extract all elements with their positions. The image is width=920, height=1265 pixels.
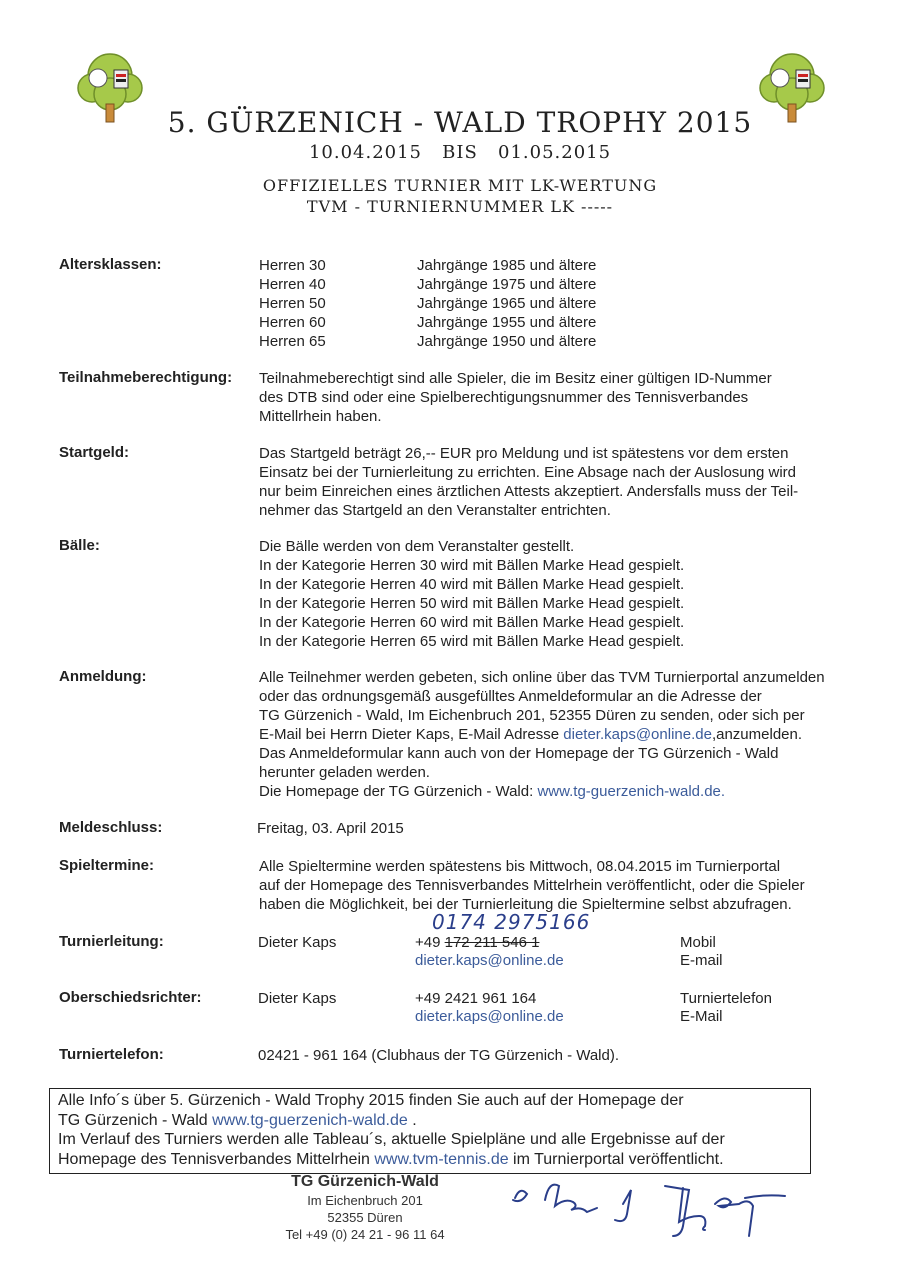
- text-line: Das Startgeld beträgt 26,-- EUR pro Meldung und ist spätestens vor dem ersten: [259, 445, 789, 462]
- document-title: 5. GÜRZENICH - WALD TROPHY 2015: [167, 106, 753, 139]
- text-line: Alle Spieltermine werden spätestens bis Mittwoch, 08.04.2015 im Turnierportal: [259, 858, 781, 875]
- info-box: [49, 1088, 811, 1174]
- footer-city: 52355 Düren: [327, 1210, 403, 1225]
- text-fragment: .: [407, 1111, 417, 1129]
- oberschiedsrichter-name: Dieter Kaps: [258, 990, 337, 1007]
- contact-type-email: E-Mail: [680, 1008, 723, 1025]
- turnierleitung-phone: [415, 933, 539, 952]
- text-line: In der Kategorie Herren 30 wird mit Bällen Marke Head gespielt.: [259, 557, 685, 574]
- turniertelefon-value: 02421 - 961 164 (Clubhaus der TG Gürzenich - Wald).: [258, 1047, 620, 1064]
- text-line: Alle Teilnehmer werden gebeten, sich online über das TVM Turnierportal anzumelden: [259, 669, 825, 686]
- oberschiedsrichter-phone: +49 2421 961 164: [415, 990, 537, 1007]
- text-line: Teilnahmeberechtigt sind alle Spieler, die im Besitz einer gültigen ID-Nummer: [259, 370, 772, 387]
- text-line: des DTB sind oder eine Spielberechtigungsnummer des Tennisverbandes: [259, 389, 749, 406]
- subtitle-number: TVM - TURNIERNUMMER LK -----: [306, 197, 614, 216]
- age-years: Jahrgänge 1975 und ältere: [417, 276, 597, 293]
- text-line: [259, 725, 825, 744]
- age-class: Herren 60: [259, 314, 326, 331]
- contact-type-mobil: Mobil: [680, 934, 716, 951]
- age-class: Herren 30: [259, 257, 326, 274]
- age-years: Jahrgänge 1965 und ältere: [417, 295, 597, 312]
- baelle-text: [259, 537, 684, 651]
- label-oberschiedsrichter: Oberschiedsrichter:: [59, 989, 202, 1006]
- label-spieltermine: Spieltermine:: [59, 857, 155, 874]
- text-line: Die Bälle werden von dem Veranstalter gestellt.: [259, 538, 575, 555]
- label-teilnahme: Teilnahmeberechtigung:: [59, 369, 233, 386]
- footer-street: Im Eichenbruch 201: [307, 1193, 423, 1208]
- turnierleitung-email[interactable]: dieter.kaps@online.de: [415, 952, 564, 969]
- text-line: Einsatz bei der Turnierleitung zu errichten. Eine Absage nach der Auslosung wird: [259, 464, 796, 481]
- label-anmeldung: Anmeldung:: [59, 668, 147, 685]
- label-turniertelefon: Turniertelefon:: [59, 1046, 164, 1063]
- startgeld-text: [259, 444, 798, 520]
- struck-phone: 172 211 546 1: [444, 934, 540, 951]
- text-line: oder das ordnungsgemäß ausgefülltes Anmeldeformular an die Adresse der: [259, 688, 762, 705]
- age-years: Jahrgänge 1985 und ältere: [417, 257, 597, 274]
- text-line: In der Kategorie Herren 65 wird mit Bällen Marke Head gespielt.: [259, 633, 685, 650]
- footer-org: TG Gürzenich-Wald: [291, 1173, 439, 1190]
- anmeldung-text: [259, 668, 825, 801]
- homepage-link[interactable]: www.tg-guerzenich-wald.de.: [537, 783, 726, 800]
- text-line: In der Kategorie Herren 50 wird mit Bällen Marke Head gespielt.: [259, 595, 685, 612]
- spieltermine-text: [259, 857, 805, 914]
- age-years-list: [417, 256, 596, 351]
- age-class: Herren 40: [259, 276, 326, 293]
- text-line: In der Kategorie Herren 40 wird mit Bällen Marke Head gespielt.: [259, 576, 685, 593]
- contact-type-email: E-mail: [680, 952, 723, 969]
- text-line: haben die Möglichkeit, bei der Turnierleitung die Spieltermine selbst abzufragen.: [259, 896, 792, 913]
- phone-prefix: +49: [415, 934, 445, 951]
- label-meldeschluss: Meldeschluss:: [59, 819, 163, 836]
- label-altersklassen: Altersklassen:: [59, 256, 162, 273]
- text-line: [58, 1111, 810, 1131]
- text-line: [259, 782, 825, 801]
- text-line: Mittellrhein haben.: [259, 408, 382, 425]
- text-fragment: im Turnierportal veröffentlicht.: [508, 1150, 724, 1168]
- text-line: Im Verlauf des Turniers werden alle Tableau´s, aktuelle Spielpläne und alle Ergebnisse auf der: [58, 1131, 725, 1148]
- homepage-link[interactable]: www.tg-guerzenich-wald.de: [212, 1111, 408, 1129]
- handwritten-phone: 0174 2975166: [432, 910, 591, 934]
- text-line: herunter geladen werden.: [259, 764, 430, 781]
- text-line: nur beim Einreichen eines ärztlichen Attests akzeptiert. Andersfalls muss der Teil-: [259, 483, 799, 500]
- tournament-dates: 10.04.2015 BIS 01.05.2015: [308, 142, 612, 163]
- tvm-link[interactable]: www.tvm-tennis.de: [374, 1150, 509, 1168]
- text-line: Das Anmeldeformular kann auch von der Homepage der TG Gürzenich - Wald: [259, 745, 779, 762]
- text-line: Alle Info´s über 5. Gürzenich - Wald Trophy 2015 finden Sie auch auf der Homepage der: [58, 1092, 684, 1109]
- text-fragment: Homepage des Tennisverbandes Mittelrhein: [58, 1150, 375, 1168]
- oberschiedsrichter-email[interactable]: dieter.kaps@online.de: [415, 1008, 564, 1025]
- text-fragment: Die Homepage der TG Gürzenich - Wald:: [259, 783, 538, 800]
- text-line: TG Gürzenich - Wald, Im Eichenbruch 201, 52355 Düren zu senden, oder sich per: [259, 707, 805, 724]
- age-class: Herren 65: [259, 333, 326, 350]
- text-line: nehmer das Startgeld an den Veranstalter entrichten.: [259, 502, 611, 519]
- text-fragment: E-Mail bei Herrn Dieter Kaps, E-Mail Adresse: [259, 726, 564, 743]
- text-line: auf der Homepage des Tennisverbandes Mittelrhein veröffentlicht, oder die Spieler: [259, 877, 805, 894]
- age-class: Herren 50: [259, 295, 326, 312]
- turnierleitung-name: Dieter Kaps: [258, 934, 337, 951]
- subtitle-official: OFFIZIELLES TURNIER MIT LK-WERTUNG: [262, 176, 658, 195]
- age-classes-list: [259, 256, 326, 351]
- signature: [505, 1168, 825, 1248]
- text-line: In der Kategorie Herren 60 wird mit Bällen Marke Head gespielt.: [259, 614, 685, 631]
- email-link[interactable]: dieter.kaps@online.de: [563, 726, 712, 743]
- age-years: Jahrgänge 1950 und ältere: [417, 333, 597, 350]
- text-fragment: ,anzumelden.: [711, 726, 803, 743]
- footer-tel: Tel +49 (0) 24 21 - 96 11 64: [285, 1227, 445, 1242]
- label-turnierleitung: Turnierleitung:: [59, 933, 164, 950]
- label-startgeld: Startgeld:: [59, 444, 130, 461]
- age-years: Jahrgänge 1955 und ältere: [417, 314, 597, 331]
- contact-type-telefon: Turniertelefon: [680, 990, 772, 1007]
- text-line: [58, 1150, 810, 1170]
- text-fragment: TG Gürzenich - Wald: [58, 1111, 213, 1129]
- teilnahme-text: [259, 369, 772, 426]
- label-baelle: Bälle:: [59, 537, 100, 554]
- meldeschluss-value: Freitag, 03. April 2015: [257, 820, 404, 837]
